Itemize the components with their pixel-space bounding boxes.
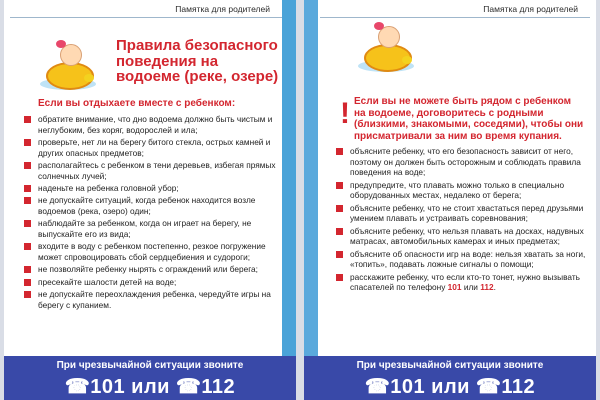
- bullet-square-icon: [336, 274, 343, 281]
- bullet-square-icon: [336, 148, 343, 155]
- emergency-numbers: ☎101 или ☎112: [364, 376, 536, 398]
- list-item: не допускайте переохлаждения ребенка, чередуйте игры на берегу с купанием.: [24, 289, 280, 310]
- bullet-square-icon: [336, 182, 343, 189]
- section-subhead: Если вы отдыхаете вместе с ребенком:: [38, 98, 236, 109]
- page-title: Правила безопасного поведения на водоеме (реке, озере): [116, 37, 279, 85]
- bullet-square-icon: [24, 279, 31, 286]
- emergency-call-text: При чрезвычайной ситуации звоните: [356, 360, 544, 371]
- list-item: расскажите ребенку, что если кто-то тонет, нужно вызывать спасателей по телефону 101 или 112.: [336, 272, 590, 293]
- emergency-numbers: ☎101 или ☎112: [64, 376, 236, 398]
- left-page: [4, 0, 296, 400]
- list-item: предупредите, что плавать можно только в специально оборудованных местах, недалеко от берега;: [336, 180, 590, 201]
- page-header: Памятка для родителей: [483, 4, 578, 14]
- emergency-footer: [4, 356, 296, 400]
- bullet-square-icon: [336, 251, 343, 258]
- bullet-square-icon: [24, 185, 31, 192]
- header-rule: [10, 17, 282, 18]
- bullet-square-icon: [24, 116, 31, 123]
- bullet-square-icon: [24, 197, 31, 204]
- bullet-square-icon: [24, 266, 31, 273]
- list-item: обратите внимание, что дно водоема должно быть чистым и неглубоким, без коряг, водорослей и ила;: [24, 114, 280, 135]
- exclamation-icon: !: [340, 97, 350, 130]
- list-item: входите в воду с ребенком постепенно, резкое погружение может спровоцировать сбой сердцебиения и судороги;: [24, 241, 280, 262]
- page-header: Памятка для родителей: [175, 4, 270, 14]
- list-item: располагайтесь с ребенком в тени деревьев, избегая прямых солнечных лучей;: [24, 160, 280, 181]
- bullet-square-icon: [24, 162, 31, 169]
- child-swim-ring-illustration: [40, 40, 96, 92]
- section-subhead: Если вы не можете быть рядом с ребенком на водоеме, договоритесь с родными (близкими, знакомыми, соседями), чтобы они присматривали за ним во время купания.: [354, 96, 584, 142]
- rules-list: [336, 146, 590, 295]
- bullet-square-icon: [24, 139, 31, 146]
- list-item: пресекайте шалости детей на воде;: [24, 277, 280, 288]
- bullet-square-icon: [336, 228, 343, 235]
- list-item: объясните об опасности игр на воде: нельзя хватать за ноги, «топить», подавать ложные сигналы о помощи;: [336, 249, 590, 270]
- rules-list: [24, 114, 280, 312]
- bullet-square-icon: [24, 243, 31, 250]
- emergency-call-text: При чрезвычайной ситуации звоните: [56, 360, 244, 371]
- list-item: объясните ребенку, что не стоит хвастаться перед друзьями умением плавать и устраивать соревнования;: [336, 203, 590, 224]
- list-item: наденьте на ребенка головной убор;: [24, 183, 280, 194]
- bullet-square-icon: [24, 220, 31, 227]
- duck-icon: [402, 56, 412, 64]
- list-item: объясните ребенку, что нельзя плавать на досках, надувных матрасах, автомобильных камерах и иных предметах;: [336, 226, 590, 247]
- bullet-square-icon: [24, 291, 31, 298]
- list-item: объясните ребенку, что его безопасность зависит от него, поэтому он должен быть осторожным и соблюдать правила поведения на воде;: [336, 146, 590, 178]
- bullet-square-icon: [336, 205, 343, 212]
- list-item: не допускайте ситуаций, когда ребенок находится возле водоемов (река, озеро) один;: [24, 195, 280, 216]
- child-swim-ring-illustration: [358, 22, 414, 74]
- header-rule: [320, 17, 590, 18]
- list-item: не позволяйте ребенку нырять с ограждений или берега;: [24, 264, 280, 275]
- emergency-footer: [304, 356, 596, 400]
- list-item: наблюдайте за ребенком, когда он играет на берегу, не выпускайте его из вида;: [24, 218, 280, 239]
- duck-icon: [84, 74, 94, 82]
- list-item: проверьте, нет ли на берегу битого стекла, острых камней и других опасных предметов;: [24, 137, 280, 158]
- side-stripe: [304, 0, 318, 400]
- right-page: [304, 0, 596, 400]
